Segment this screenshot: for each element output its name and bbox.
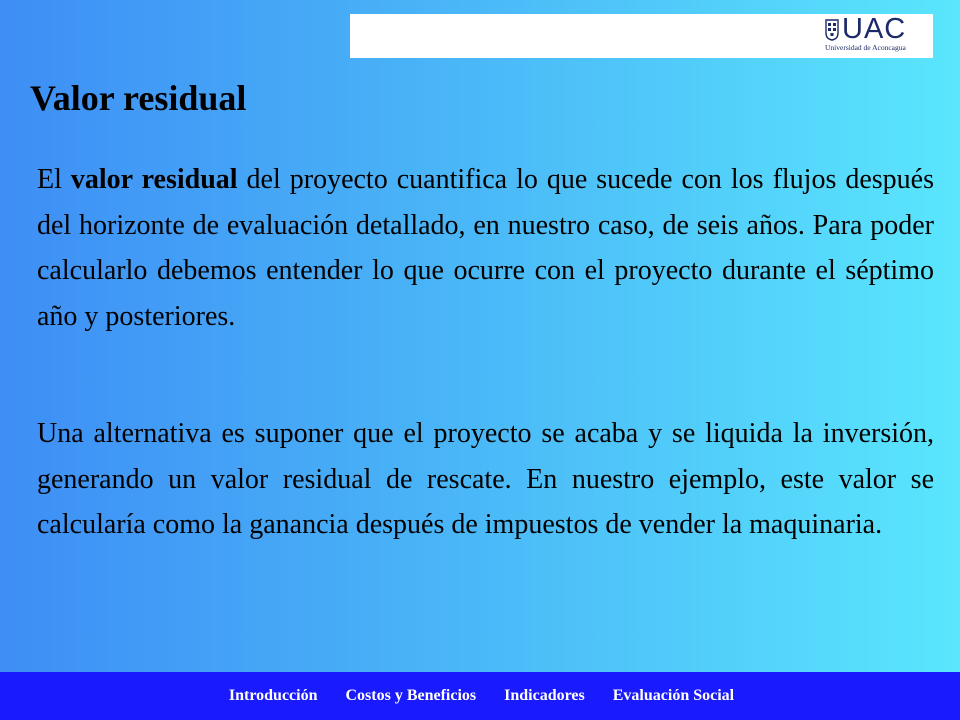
logo-text: UAC: [842, 13, 907, 45]
footer-nav: [0, 672, 960, 720]
shield-icon: [825, 19, 839, 41]
paragraph-2: Una alternativa es suponer que el proyecto se acaba y se liquida la inversión, generando un valor residual de rescate. En nuestro ejemplo, este valor se calcularía como la ganancia después de impuestos de vender la maquinaria.: [37, 418, 934, 540]
footer-link-introduccion[interactable]: Introducción: [228, 687, 318, 704]
footer-link-costos-beneficios[interactable]: Costos y Beneficios: [345, 687, 477, 704]
footer-link-evaluacion-social[interactable]: Evaluación Social: [612, 687, 735, 704]
paragraph-1-prefix: El: [37, 164, 71, 195]
uac-logo: [825, 13, 925, 55]
paragraph-1: [37, 157, 934, 339]
logo-subtitle: Universidad de Aconcagua: [825, 43, 906, 52]
logo-bar: [350, 14, 933, 58]
paragraph-1-bold: valor residual: [70, 164, 238, 195]
footer-link-indicadores[interactable]: Indicadores: [504, 687, 585, 704]
slide-title: Valor residual: [30, 78, 247, 118]
paragraph-1-suffix: del proyecto cuantifica lo que sucede con los flujos después del horizonte de evaluación detallado, en nuestro caso, de seis años. Para poder calcularlo debemos entender lo que ocurre con el proyecto durante el séptimo año y posteriores.: [37, 164, 934, 332]
